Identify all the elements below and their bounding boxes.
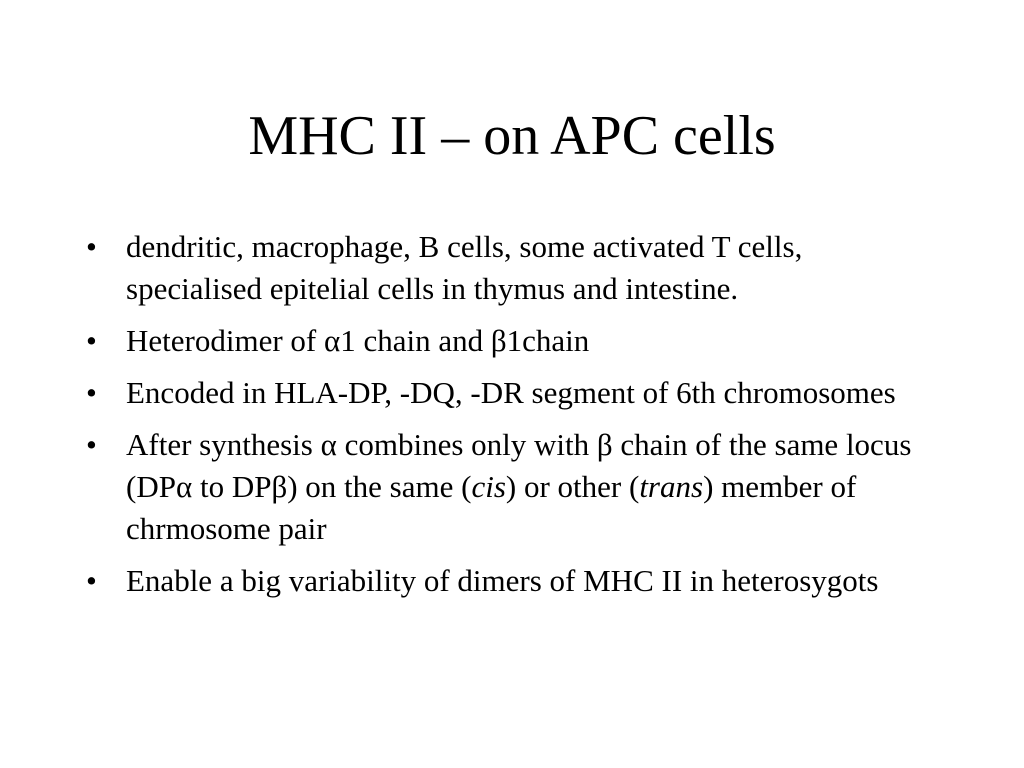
- bullet-dot: •: [86, 375, 97, 410]
- bullet-text-part: combines only with: [336, 427, 597, 462]
- bullet-text-part: ) member of chrmosome pair: [126, 469, 857, 546]
- bullet-item-encoding: [86, 372, 936, 414]
- bullet-text-part: ) on the same (: [287, 469, 472, 504]
- bullet-dot: •: [86, 229, 97, 264]
- slide-title: MHC II – on APC cells: [248, 105, 776, 167]
- bullet-text-part: 1 chain and: [340, 323, 491, 358]
- bullet-text: Enable a big variability of dimers of MHC II in heterosygots: [126, 563, 879, 598]
- bullet-item-synthesis: [86, 424, 936, 550]
- beta-symbol: β: [271, 469, 288, 504]
- alpha-symbol: α: [320, 427, 337, 462]
- bullet-list: [86, 226, 936, 612]
- bullet-dot: •: [86, 563, 97, 598]
- bullet-text-part: Heterodimer of: [126, 323, 324, 358]
- beta-symbol: β: [596, 427, 613, 462]
- bullet-text: Encoded in HLA-DP, -DQ, -DR segment of 6th chromosomes: [126, 375, 896, 410]
- bullet-text-part: to DP: [192, 469, 272, 504]
- bullet-dot: •: [86, 427, 97, 462]
- bullet-item-heterodimer: [86, 320, 936, 362]
- bullet-item-cell-types: [86, 226, 936, 310]
- bullet-text-part: After synthesis: [126, 427, 321, 462]
- bullet-text-part: chain of the same locus (DP: [126, 427, 912, 504]
- bullet-text-part: 1chain: [506, 323, 590, 358]
- beta-symbol: β: [490, 323, 507, 358]
- trans-term: trans: [639, 469, 704, 504]
- cis-term: cis: [471, 469, 506, 504]
- bullet-text: dendritic, macrophage, B cells, some activated T cells, specialised epitelial cells in thymus and intestine.: [126, 229, 803, 306]
- alpha-symbol: α: [175, 469, 193, 504]
- bullet-text-part: ) or other (: [505, 469, 640, 504]
- bullet-item-variability: [86, 560, 936, 602]
- alpha-symbol: α: [323, 323, 341, 358]
- bullet-dot: •: [86, 323, 97, 358]
